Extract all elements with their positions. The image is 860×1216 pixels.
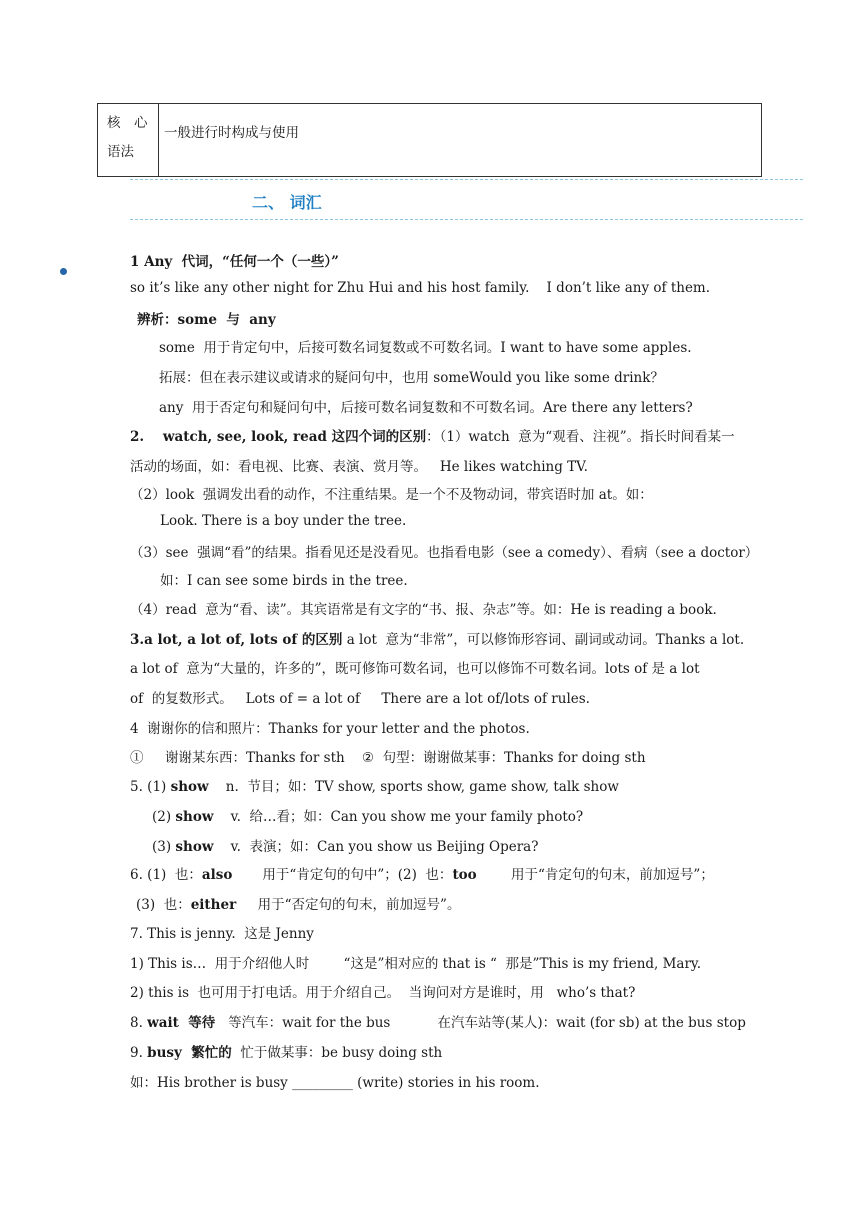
text-line	[130, 250, 339, 270]
text-run: (2)	[152, 809, 176, 825]
text-line	[130, 628, 744, 648]
text-run: 2. watch, see, look, read 这四个词的区别	[130, 429, 427, 445]
text-run: 8.	[130, 1015, 148, 1031]
text-run: (3) 也：	[136, 897, 191, 913]
section-divider-top	[130, 179, 803, 180]
text-run: 用于“肯定句的句中”；(2) 也：	[232, 867, 453, 883]
text-run: also	[201, 867, 233, 883]
text-line	[159, 336, 692, 356]
text-run: n. 节目；如：TV show, sports show, game show, talk show	[208, 779, 619, 795]
text-run: a lot of 意为“大量的，许多的”，既可修饰可数名词，也可以修饰不可数名词。lots of 是 a lot	[130, 661, 700, 677]
text-line	[130, 863, 714, 883]
text-line	[130, 1071, 540, 1091]
text-line	[130, 657, 700, 677]
text-run: （3）see 强调“看”的结果。指看见还是没看见。也指看电影（see a comedy）、看病（see a doctor）	[130, 545, 759, 561]
section-title: 二、 词汇	[252, 193, 322, 212]
text-run: either	[190, 897, 237, 913]
text-run: 9.	[130, 1045, 148, 1061]
table-content-cell: 一般进行时构成与使用	[164, 125, 299, 141]
text-run: of 的复数形式。 Lots of = a lot of There are a lot of/lots of rules.	[130, 691, 590, 707]
text-run: 活动的场面，如：看电视、比赛、表演、赏月等。 He likes watching TV.	[130, 459, 588, 475]
text-run: show	[175, 809, 214, 825]
text-run: ① 谢谢某东西：Thanks for sth ② 句型：谢谢做某事：Thanks for doing sth	[130, 750, 646, 766]
text-run: show	[175, 839, 214, 855]
text-run: （2）look 强调发出看的动作，不注重结果。是一个不及物动词，带宾语时加 at。如：	[130, 487, 653, 503]
text-line	[136, 893, 460, 913]
text-line	[160, 569, 408, 589]
text-run: 忙于做某事：be busy doing sth	[231, 1045, 443, 1061]
text-run: 拓展：但在表示建议或请求的疑问句中，也用 someWould you like some drink？	[159, 370, 664, 386]
table-label-line1: 核 心	[107, 115, 148, 131]
text-run: v. 表演；如：Can you show us Beijing Opera?	[213, 839, 539, 855]
text-run: 用于“否定句的句末，前加逗号”。	[236, 897, 461, 913]
section-divider-bottom	[130, 219, 803, 220]
text-run: ：（1）watch 意为“观看、注视”。指长时间看某一	[426, 429, 735, 445]
text-run: 1) This is… 用于介绍他人时 “这是”相对应的 that is “ 那是”This is my friend, Mary.	[130, 956, 702, 972]
text-run: v. 给…看；如：Can you show me your family photo?	[213, 809, 584, 825]
text-run: 4 谢谢你的信和照片：Thanks for your letter and the photos.	[130, 721, 530, 737]
table-label-line2: 语法	[107, 144, 134, 160]
text-run: show	[170, 779, 209, 795]
text-run: too	[452, 867, 477, 883]
margin-bullet	[60, 268, 67, 275]
text-line	[130, 425, 735, 445]
text-run: 用于“肯定句的句末，前加逗号”；	[476, 867, 714, 883]
text-line	[130, 687, 590, 707]
text-line	[130, 455, 588, 475]
text-run: wait 等待	[147, 1015, 216, 1031]
text-run: 辨析：some 与 any	[137, 312, 276, 328]
text-line	[152, 805, 583, 825]
text-run: some 用于肯定句中，后接可数名词复数或不可数名词。I want to have some apples.	[159, 340, 692, 356]
text-run: (3)	[152, 839, 176, 855]
text-line	[130, 483, 653, 503]
text-run: 1 Any 代词，“任何一个（一些）”	[130, 254, 339, 270]
text-run: 2) this is 也可用于打电话。用于介绍自己。 当询问对方是谁时，用 who’s that?	[130, 985, 636, 1001]
text-line	[130, 1041, 442, 1061]
text-line	[130, 280, 710, 296]
text-line	[159, 396, 693, 416]
text-line	[130, 717, 530, 737]
table-label-cell	[98, 104, 159, 176]
text-run: so it’s like any other night for Zhu Hui and his host family. I don’t like any of them.	[130, 280, 711, 296]
text-line	[130, 541, 758, 561]
text-run: any 用于否定句和疑问句中，后接可数名词复数和不可数名词。Are there any letters?	[159, 400, 693, 416]
text-line	[130, 1011, 746, 1031]
text-line	[130, 746, 646, 766]
text-line	[159, 366, 664, 386]
core-grammar-table	[97, 103, 762, 177]
text-run: Look. There is a boy under the tree.	[160, 513, 407, 529]
text-line	[160, 513, 406, 529]
text-run: 如：I can see some birds in the tree.	[160, 573, 408, 589]
text-line	[152, 835, 538, 855]
text-run: 6. (1) 也：	[130, 867, 202, 883]
text-line	[137, 308, 276, 328]
text-run: 5. (1)	[130, 779, 171, 795]
text-run: （4）read 意为“看、读”。其宾语常是有文字的“书、报、杂志”等。如：He is reading a book.	[130, 602, 717, 618]
text-line	[130, 598, 717, 618]
text-line	[130, 775, 619, 795]
text-line	[130, 981, 635, 1001]
text-line	[130, 922, 314, 942]
text-line	[130, 952, 701, 972]
text-run: 等汽车：wait for the bus 在汽车站等(某人)：wait (for sb) at the bus stop	[215, 1015, 746, 1031]
text-run: 如：His brother is busy _________ (write) stories in his room.	[130, 1075, 540, 1091]
text-run: 7. This is jenny. 这是 Jenny	[130, 926, 314, 942]
text-run: busy 繁忙的	[147, 1045, 232, 1061]
text-run: 3.a lot, a lot of, lots of 的区别	[130, 632, 343, 648]
text-run: a lot 意为“非常”，可以修饰形容词、副词或动词。Thanks a lot.	[342, 632, 745, 648]
